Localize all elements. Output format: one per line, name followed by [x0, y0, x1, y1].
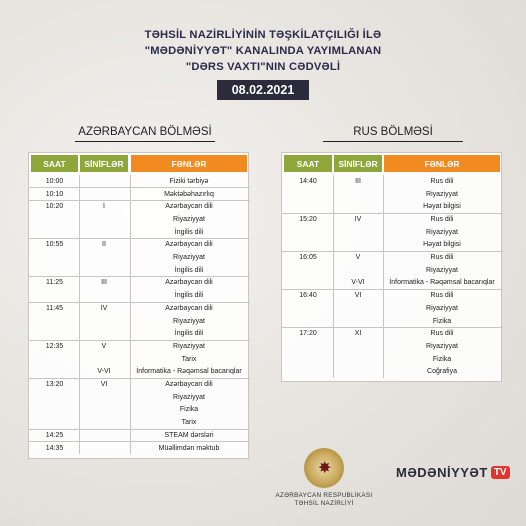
- cell-subject: Rus dili: [430, 292, 454, 300]
- cell-time: 10:55: [45, 241, 64, 249]
- table-row: [282, 327, 503, 340]
- ru-section-underline: [323, 141, 463, 142]
- cell-grade: III: [101, 279, 107, 287]
- cell-time: 16:40: [299, 292, 317, 300]
- table-row: [282, 302, 503, 315]
- cell-subject: Məktəbəhazırlıq: [164, 190, 214, 198]
- cell-time: 11:25: [46, 279, 63, 287]
- table-row: [29, 188, 250, 201]
- row-separator: [29, 200, 250, 201]
- cell-grade: [80, 226, 128, 239]
- cell-subject: Həyat bilgisi: [423, 203, 461, 211]
- cell-grade: V-VI: [97, 368, 111, 376]
- cell-subject: Rus dili: [430, 177, 454, 185]
- table-row: [29, 442, 250, 455]
- cell-subject: Riyaziyyat: [173, 393, 205, 401]
- cell-time: [284, 239, 332, 252]
- cell-subject: İngilis dili: [174, 228, 204, 236]
- cell-time: [31, 289, 78, 302]
- cell-grade: [80, 315, 128, 328]
- cell-time: [284, 200, 332, 213]
- ru-section-title: [308, 126, 478, 142]
- cell-subject: Rus dili: [430, 330, 454, 338]
- cell-grade: [80, 251, 128, 264]
- table-row: [29, 213, 250, 226]
- az-schedule-table: [28, 152, 249, 459]
- cell-grade: [80, 264, 128, 277]
- cell-time: 14:25: [45, 431, 64, 439]
- cell-time: [31, 353, 78, 366]
- cell-grade: [80, 289, 128, 302]
- cell-subject: İnformatika - Rəqəmsal bacarıqlar: [389, 279, 495, 287]
- cell-time: [31, 226, 78, 239]
- cell-time: 12:35: [45, 342, 64, 350]
- table-row: [282, 226, 503, 239]
- ministry-emblem-icon: ✸: [304, 448, 344, 488]
- cell-subject: Müəllimdən məktub: [158, 444, 220, 452]
- cell-grade: III: [355, 177, 361, 185]
- cell-grade: [334, 340, 382, 353]
- cell-time: [284, 340, 332, 353]
- table-row: [282, 213, 503, 226]
- cell-grade: V: [101, 342, 107, 350]
- cell-subject: Azərbaycan dili: [165, 304, 213, 312]
- cell-grade: II: [102, 241, 106, 249]
- table-row: [282, 366, 503, 379]
- cell-time: [31, 327, 78, 340]
- row-separator: [282, 251, 503, 252]
- cell-time: 14:40: [299, 177, 317, 185]
- cell-subject: Riyaziyyat: [173, 215, 205, 223]
- cell-time: [284, 188, 332, 201]
- tv-badge: TV: [491, 466, 510, 479]
- cell-subject: Coğrafiya: [427, 368, 457, 376]
- row-separator: [29, 441, 250, 442]
- table-row: [29, 416, 250, 429]
- cell-grade: [334, 239, 382, 252]
- cell-time: [284, 315, 332, 328]
- cell-subject: Riyaziyyat: [173, 317, 205, 325]
- cell-grade: [80, 213, 128, 226]
- cell-subject: Fizika: [179, 406, 199, 414]
- az-col-grade-header: SİNİFLƏR: [80, 155, 128, 172]
- tv-channel-name: MƏDƏNİYYƏT: [396, 464, 488, 480]
- table-row: [282, 264, 503, 277]
- table-row: [29, 277, 250, 290]
- cell-subject: Riyaziyyat: [426, 190, 458, 198]
- cell-time: [284, 277, 332, 290]
- cell-time: [31, 404, 78, 417]
- cell-grade: VI: [354, 292, 362, 300]
- az-section-title-text: AZƏRBAYCAN BÖLMƏSİ: [78, 126, 212, 138]
- row-separator: [29, 429, 250, 430]
- cell-time: [31, 366, 78, 379]
- cell-time: [31, 264, 78, 277]
- row-separator: [29, 187, 250, 188]
- cell-grade: [334, 302, 382, 315]
- date-badge: 08.02.2021: [217, 80, 309, 100]
- cell-grade: [80, 442, 128, 455]
- cell-grade: [80, 416, 128, 429]
- cell-time: [284, 302, 332, 315]
- column-separator: [383, 175, 384, 378]
- table-row: [282, 277, 503, 290]
- cell-grade: [80, 429, 128, 442]
- row-separator: [282, 213, 503, 214]
- cell-time: 15:20: [299, 215, 317, 223]
- table-row: [29, 378, 250, 391]
- cell-grade: [80, 353, 128, 366]
- cell-subject: Riyaziyyat: [173, 254, 205, 262]
- cell-grade: [334, 315, 382, 328]
- table-row: [29, 239, 250, 252]
- table-row: [282, 200, 503, 213]
- cell-grade: [80, 188, 128, 201]
- az-section-title: [60, 126, 230, 142]
- table-row: [29, 353, 250, 366]
- cell-grade: [334, 226, 382, 239]
- cell-grade: VI: [100, 381, 108, 389]
- cell-subject: İnformatika - Rəqəmsal bacarıqlar: [136, 368, 242, 376]
- cell-grade: XI: [354, 330, 362, 338]
- table-row: [29, 391, 250, 404]
- cell-subject: Azərbaycan dili: [165, 381, 213, 389]
- cell-time: 16:05: [299, 254, 317, 262]
- cell-time: [31, 315, 78, 328]
- cell-time: 10:00: [45, 177, 64, 185]
- table-row: [29, 264, 250, 277]
- ministry-line-1: AZƏRBAYCAN RESPUBLİKASI: [275, 492, 373, 499]
- cell-subject: Riyaziyyat: [426, 266, 458, 274]
- table-row: [29, 404, 250, 417]
- ru-schedule-table: [281, 152, 502, 382]
- az-col-subject-header: FƏNLƏR: [131, 155, 247, 172]
- row-separator: [29, 276, 250, 277]
- cell-grade: [334, 366, 382, 379]
- cell-subject: İngilis dili: [174, 292, 204, 300]
- table-row: [282, 289, 503, 302]
- column-separator: [333, 175, 334, 378]
- table-row: [29, 340, 250, 353]
- cell-subject: Tarix: [181, 355, 197, 363]
- cell-subject: Fizika: [432, 355, 452, 363]
- cell-subject: Tarix: [181, 419, 197, 427]
- cell-subject: Riyaziyyat: [426, 228, 458, 236]
- table-row: [282, 239, 503, 252]
- column-separator: [130, 175, 131, 454]
- cell-time: [284, 353, 332, 366]
- cell-grade: [80, 175, 128, 188]
- tv-channel-logo: [396, 462, 510, 482]
- table-row: [282, 175, 503, 188]
- cell-grade: [334, 188, 382, 201]
- table-row: [282, 340, 503, 353]
- table-row: [29, 366, 250, 379]
- row-separator: [29, 378, 250, 379]
- table-row: [282, 315, 503, 328]
- cell-grade: [80, 391, 128, 404]
- cell-subject: Azərbaycan dili: [165, 203, 213, 211]
- cell-subject: Fizika: [432, 317, 452, 325]
- cell-grade: V-VI: [351, 279, 365, 287]
- ru-col-grade-header: SİNİFLƏR: [334, 155, 382, 172]
- cell-subject: Riyaziyyat: [173, 342, 205, 350]
- cell-subject: Rus dili: [430, 215, 454, 223]
- table-row: [282, 188, 503, 201]
- az-col-time-header: SAAT: [31, 155, 78, 172]
- header-line-3: "DƏRS VAXTI"NIN CƏDVƏLİ: [185, 61, 341, 73]
- cell-grade: [334, 200, 382, 213]
- cell-grade: V: [355, 254, 361, 262]
- cell-time: [284, 366, 332, 379]
- header-line-2: "MƏDƏNİYYƏT" KANALINDA YAYIMLANAN: [144, 45, 382, 57]
- table-row: [29, 226, 250, 239]
- table-row: [282, 353, 503, 366]
- ru-col-time-header: SAAT: [284, 155, 332, 172]
- row-separator: [29, 340, 250, 341]
- cell-grade: [334, 353, 382, 366]
- cell-time: [284, 226, 332, 239]
- cell-subject: Fiziki tərbiyə: [169, 177, 209, 185]
- cell-time: [31, 416, 78, 429]
- table-row: [29, 289, 250, 302]
- cell-time: [31, 391, 78, 404]
- cell-time: 17:20: [299, 330, 317, 338]
- cell-grade: [80, 404, 128, 417]
- cell-subject: Azərbaycan dili: [165, 241, 213, 249]
- ru-col-subject-header: FƏNLƏR: [384, 155, 500, 172]
- cell-grade: IV: [100, 304, 108, 312]
- cell-subject: Riyaziyyat: [426, 342, 458, 350]
- ru-section-title-text: RUS BÖLMƏSİ: [353, 126, 433, 138]
- column-separator: [79, 175, 80, 454]
- az-section-underline: [75, 141, 215, 142]
- row-separator: [29, 302, 250, 303]
- row-separator: [29, 238, 250, 239]
- cell-grade: [80, 327, 128, 340]
- cell-time: 11:45: [46, 304, 63, 312]
- cell-time: [284, 264, 332, 277]
- table-row: [29, 327, 250, 340]
- table-row: [29, 251, 250, 264]
- row-separator: [282, 289, 503, 290]
- cell-subject: STEAM dərsləri: [164, 431, 214, 439]
- table-row: [29, 429, 250, 442]
- cell-grade: [334, 264, 382, 277]
- table-row: [29, 315, 250, 328]
- table-row: [29, 302, 250, 315]
- cell-time: [31, 251, 78, 264]
- cell-subject: Həyat bilgisi: [423, 241, 461, 249]
- ministry-line-2: TƏHSİL NAZİRLİYİ: [294, 500, 354, 507]
- cell-subject: İngilis dili: [174, 266, 204, 274]
- cell-time: 14:35: [45, 444, 64, 452]
- table-row: [29, 175, 250, 188]
- cell-grade: I: [103, 203, 105, 211]
- header-line-1: TƏHSİL NAZİRLİYİNİN TƏŞKİLATÇILIĞI İLƏ: [144, 29, 382, 41]
- cell-subject: Rus dili: [430, 254, 454, 262]
- table-row: [282, 251, 503, 264]
- cell-time: [31, 213, 78, 226]
- table-row: [29, 200, 250, 213]
- cell-time: 13:20: [45, 381, 64, 389]
- row-separator: [282, 327, 503, 328]
- cell-time: 10:20: [45, 203, 64, 211]
- cell-time: 10:10: [45, 190, 64, 198]
- cell-grade: IV: [354, 215, 362, 223]
- cell-subject: Riyaziyyat: [426, 304, 458, 312]
- cell-subject: Azərbaycan dili: [165, 279, 213, 287]
- cell-subject: İngilis dili: [174, 330, 204, 338]
